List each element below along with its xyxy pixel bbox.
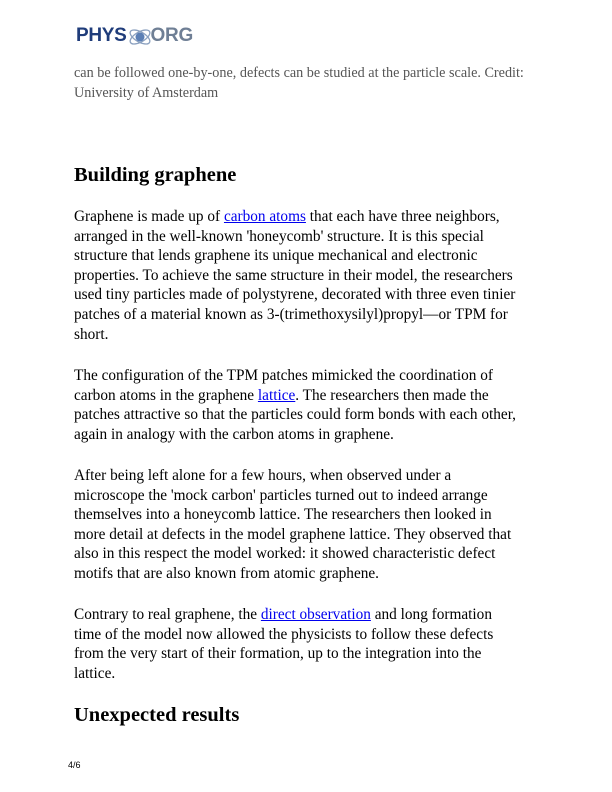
logo-text-org: ORG — [150, 25, 193, 46]
phys-org-logo[interactable] — [76, 22, 193, 50]
paragraph-2: The configuration of the TPM patches mimicked the coordination of carbon atoms in the graphene lattice. The researchers then made the patches attractive so that the particles could form bonds with each other, again in analogy with the carbon atoms in graphene. — [74, 367, 516, 443]
link-lattice[interactable]: lattice — [257, 386, 296, 404]
paragraph-3: After being left alone for a few hours, when observed under a microscope the 'mock carbon' particles turned out to indeed arrange themselves into a honeycomb lattice. The researchers then looked in more detail at defects in the model graphene lattice. They observed that also in this respect the model worked: it showed characteristic defect motifs that are also known from atomic graphene. — [74, 467, 512, 582]
paragraph-1: Graphene is made up of carbon atoms that each have three neighbors, arranged in the well-known 'honeycomb' structure. It is this special structure that lends graphene its unique mechanical and electronic properties. To achieve the same structure in their model, the researchers used tiny particles made of polystyrene, decorated with three even tinier patches of a material known as 3-(trimethoxysilyl)propyl—or TPM for short. — [74, 208, 516, 343]
page-number: 4/6 — [68, 760, 81, 770]
caption-line: can be followed one-by-one, defects can be studied at the particle scale. Credit: — [74, 65, 524, 81]
section-heading-unexpected-results: Unexpected results — [74, 704, 240, 726]
link-carbon-atoms[interactable]: carbon atoms — [223, 208, 306, 225]
section-heading-building-graphene: Building graphene — [74, 164, 237, 186]
logo-text-phys: PHYS — [76, 25, 127, 46]
image-caption — [74, 64, 544, 103]
atom-icon — [127, 22, 153, 50]
caption-line: University of Amsterdam — [74, 84, 219, 101]
link-direct-observation[interactable]: direct observation — [260, 606, 371, 623]
paragraph-4: Contrary to real graphene, the direct observation and long formation time of the model now allowed the physicists to follow these defects from the very start of their formation, up to the integration into the lattice. — [74, 606, 494, 682]
